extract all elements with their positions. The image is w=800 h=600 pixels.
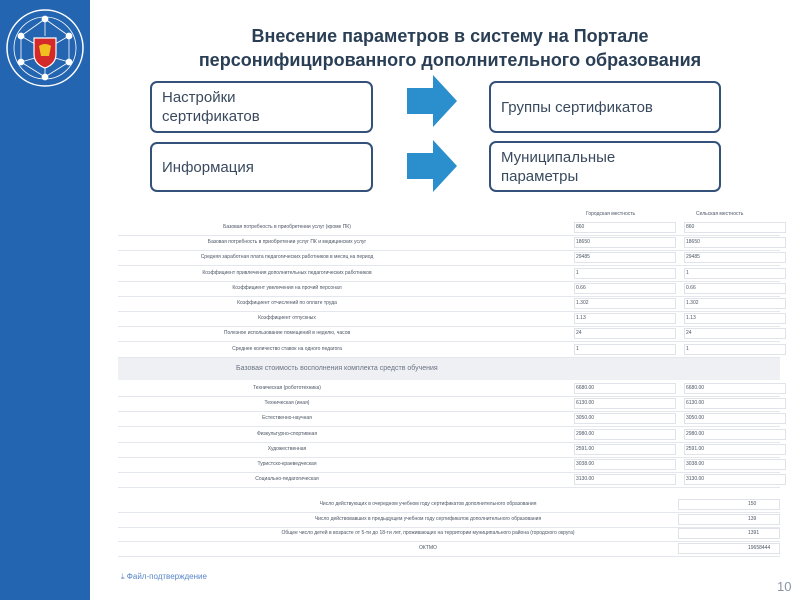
urban-value: 6680.00 bbox=[576, 385, 595, 391]
urban-value: 24 bbox=[576, 330, 582, 337]
section-header bbox=[118, 358, 780, 380]
row-label: Средняя заработная плата педагогических работников в месяц на период bbox=[200, 254, 374, 261]
rural-value: 1 bbox=[686, 269, 689, 276]
urban-value: 0.66 bbox=[576, 284, 586, 291]
information-box[interactable] bbox=[150, 142, 373, 192]
table-row bbox=[118, 220, 780, 236]
sidebar-band bbox=[0, 0, 90, 600]
value-input[interactable] bbox=[684, 313, 786, 324]
value-input[interactable] bbox=[574, 328, 676, 339]
table-row bbox=[118, 457, 780, 473]
information-label: Информация bbox=[162, 158, 254, 176]
row-label: Социально-педагогическая bbox=[255, 476, 319, 483]
urban-value: 2980.00 bbox=[576, 430, 595, 437]
table-row bbox=[118, 266, 780, 282]
value-input[interactable] bbox=[574, 344, 676, 355]
arrow-right-icon bbox=[407, 75, 457, 127]
rural-value: 29485 bbox=[686, 254, 700, 261]
table-row bbox=[118, 411, 780, 427]
row-label: Коэффициент отпускных bbox=[258, 315, 316, 322]
rural-value: 1.302 bbox=[686, 300, 699, 306]
urban-value: 3130.00 bbox=[576, 476, 595, 483]
row-label: Художественная bbox=[267, 445, 307, 452]
value-input[interactable] bbox=[574, 313, 676, 324]
municipal-parameters-box[interactable] bbox=[489, 141, 721, 192]
file-confirmation-label: Файл-подтверждение bbox=[126, 572, 207, 581]
table-row bbox=[118, 442, 780, 458]
row-label: Естественно-научная bbox=[262, 415, 312, 422]
row-label: Коэффициент увеличения на прочий персонал bbox=[232, 284, 342, 291]
row-label: Техническая (робототехника) bbox=[253, 385, 321, 391]
value-input[interactable] bbox=[678, 499, 780, 510]
urban-value: 860 bbox=[576, 224, 585, 230]
logo-emblem-icon bbox=[3, 6, 87, 90]
row-label: Общее число детей в возрасте от 5-ти до 18-ти лет, проживающих на территории муниципального района (городского округа) bbox=[281, 530, 575, 536]
count-value: 139 bbox=[748, 515, 757, 522]
title-line-2: персонифицированного дополнительного образования bbox=[198, 50, 702, 70]
row-label: Коэффициент привлечения дополнительных педагогических работников bbox=[202, 269, 372, 276]
slide-title bbox=[100, 24, 800, 72]
urban-value: 1 bbox=[576, 269, 579, 276]
section-title: Базовая стоимость восполнения комплекта средств обучения bbox=[236, 365, 438, 372]
row-label: Коэффициент отчислений по оплате труда bbox=[237, 300, 337, 306]
value-input[interactable] bbox=[678, 514, 780, 525]
certificate-groups-label: Группы сертификатов bbox=[501, 98, 653, 116]
table-row bbox=[118, 381, 780, 397]
file-confirmation-link[interactable] bbox=[121, 572, 207, 582]
row-label: ОКТМО bbox=[419, 544, 437, 551]
value-input[interactable] bbox=[574, 268, 676, 279]
table-row bbox=[118, 541, 780, 557]
rural-value: 860 bbox=[686, 224, 695, 230]
table-row bbox=[118, 396, 780, 412]
value-input[interactable] bbox=[684, 283, 786, 294]
arrow-right-icon bbox=[407, 140, 457, 192]
row-label: Базовая потребность в приобретении услуг (кроме ПК) bbox=[223, 224, 351, 230]
municipal-parameters-label: Муниципальные параметры bbox=[501, 148, 616, 185]
settings-certificates-label: Настройки сертификатов bbox=[162, 89, 260, 125]
row-label: Число действующих в очередном учебном году сертификатов дополнительного образования bbox=[319, 501, 537, 507]
urban-value: 6130.00 bbox=[576, 400, 595, 407]
count-value: 150 bbox=[748, 501, 757, 507]
value-input[interactable] bbox=[574, 283, 676, 294]
value-input[interactable] bbox=[678, 528, 780, 539]
table-row bbox=[118, 250, 780, 266]
rural-value: 3050.00 bbox=[686, 415, 705, 422]
urban-value: 2591.00 bbox=[576, 445, 595, 452]
table-row bbox=[118, 281, 780, 297]
table-row bbox=[118, 342, 780, 358]
rural-value: 2980.00 bbox=[686, 430, 705, 437]
value-input[interactable] bbox=[684, 268, 786, 279]
row-label: Среднее количество ставок на одного педагога bbox=[232, 345, 342, 352]
urban-value: 1 bbox=[576, 345, 579, 352]
rural-value: 3130.00 bbox=[686, 476, 705, 483]
row-label: Базовая потребность в приобретении услуг ПК и медицинских услуг bbox=[207, 239, 367, 246]
urban-value: 3038.00 bbox=[576, 461, 595, 467]
value-input[interactable] bbox=[684, 222, 786, 233]
row-label: Полезное использование помещений в неделю, часов bbox=[223, 330, 351, 337]
rural-value: 6130.00 bbox=[686, 400, 705, 407]
value-input[interactable] bbox=[574, 222, 676, 233]
table-row bbox=[118, 311, 780, 327]
download-icon: ⤓ bbox=[121, 572, 125, 581]
title-line-1: Внесение параметров в систему на Портале bbox=[251, 26, 649, 46]
rural-value: 18650 bbox=[686, 239, 700, 246]
urban-value: 18650 bbox=[576, 239, 590, 246]
rural-value: 6680.00 bbox=[686, 385, 705, 391]
settings-certificates-box[interactable] bbox=[150, 81, 373, 133]
column-header-rural: Сельская местность bbox=[696, 211, 744, 217]
value-input[interactable] bbox=[684, 344, 786, 355]
page-number: 10 bbox=[777, 579, 792, 594]
urban-value: 1.302 bbox=[576, 300, 589, 306]
value-input[interactable] bbox=[684, 298, 786, 309]
count-value: 19658444 bbox=[748, 544, 771, 551]
value-input[interactable] bbox=[574, 298, 676, 309]
column-header-urban: Городская местность bbox=[586, 211, 636, 217]
rural-value: 3038.00 bbox=[686, 461, 705, 467]
row-label: Туристско-краеведческая bbox=[257, 461, 317, 467]
rural-value: 1.13 bbox=[686, 315, 696, 322]
rural-value: 0.66 bbox=[686, 284, 696, 291]
certificate-groups-box[interactable] bbox=[489, 81, 721, 133]
count-value: 1391 bbox=[748, 530, 760, 536]
table-row bbox=[118, 472, 780, 488]
table-row bbox=[118, 326, 780, 342]
rural-value: 1 bbox=[686, 345, 689, 352]
rural-value: 24 bbox=[686, 330, 692, 337]
table-row bbox=[118, 427, 780, 443]
table-row bbox=[118, 296, 780, 312]
row-label: Техническая (иная) bbox=[264, 400, 310, 407]
row-label: Число действовавших в предыдущем учебном году сертификатов дополнительного образования bbox=[314, 515, 542, 522]
rural-value: 2591.00 bbox=[686, 445, 705, 452]
urban-value: 3050.00 bbox=[576, 415, 595, 422]
urban-value: 29485 bbox=[576, 254, 590, 261]
table-row bbox=[118, 235, 780, 251]
row-label: Физкультурно-спортивная bbox=[256, 430, 318, 437]
value-input[interactable] bbox=[684, 328, 786, 339]
urban-value: 1.13 bbox=[576, 315, 586, 322]
